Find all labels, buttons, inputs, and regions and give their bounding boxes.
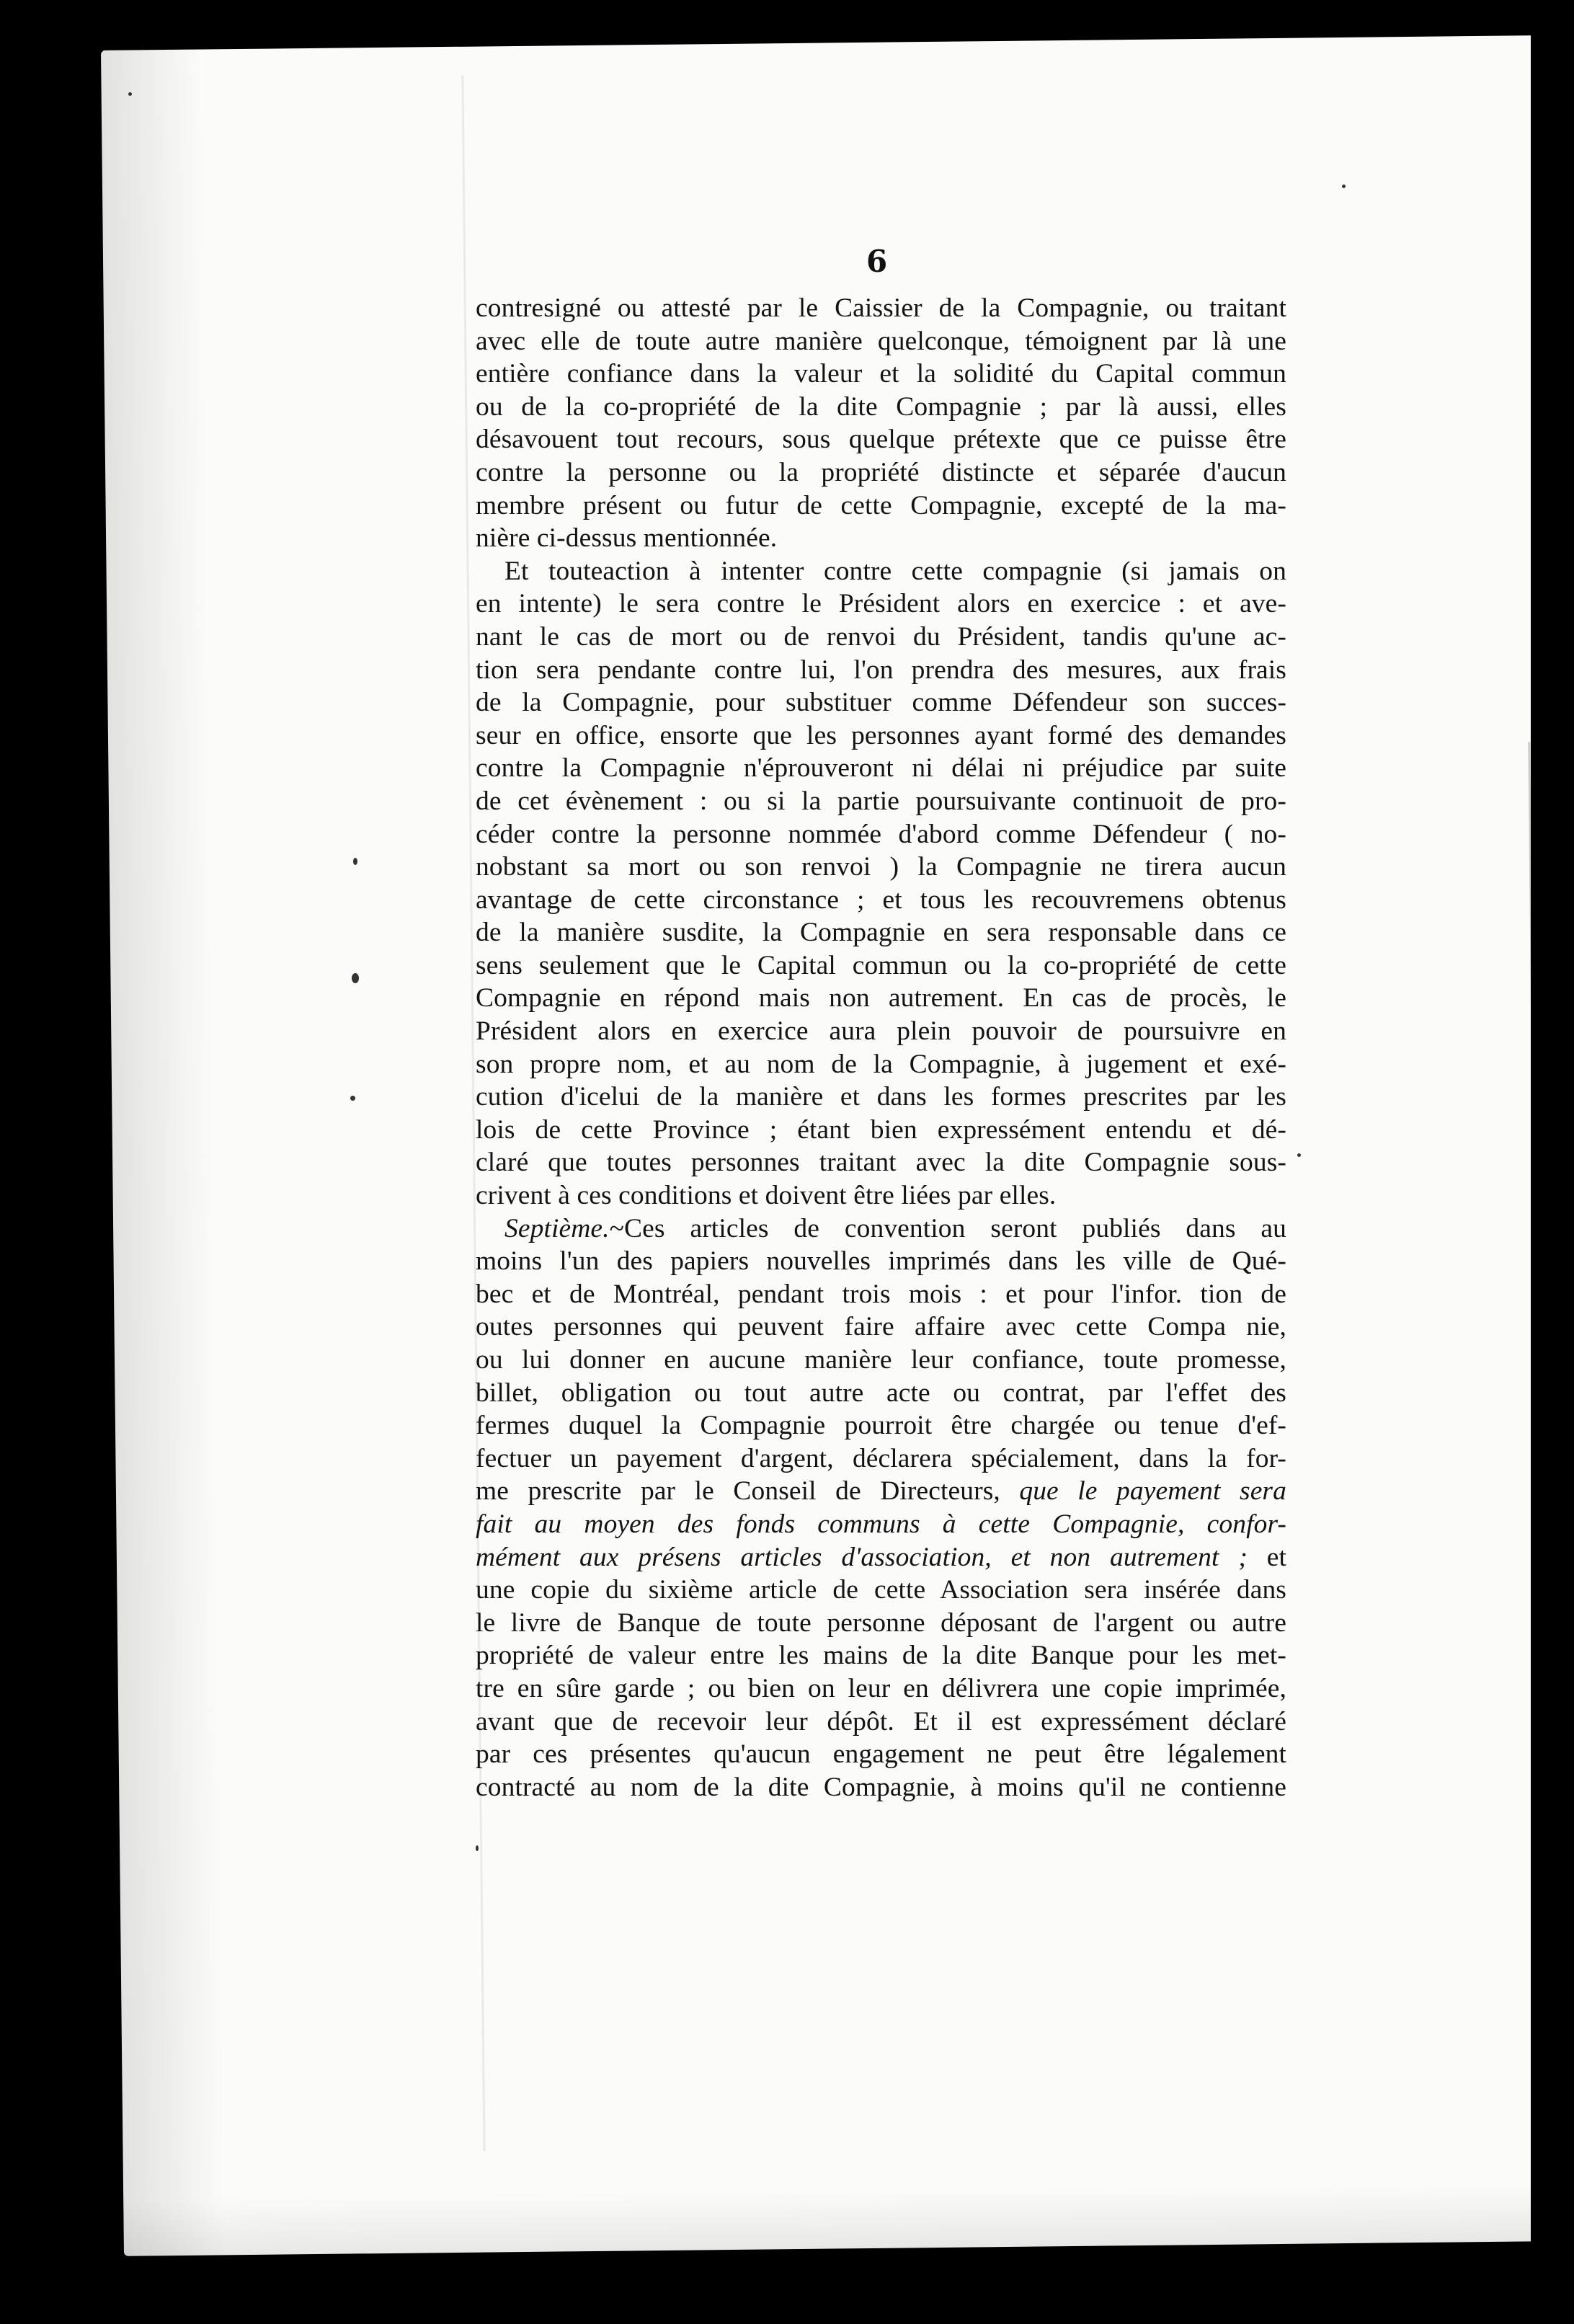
text-line: avant que de recevoir leur dépôt. Et il est expressément déclaré [476,1706,1286,1737]
text-line: fermes duquel la Compagnie pourroit être chargée ou tenue d'ef- [476,1411,1286,1441]
text-line: contracté au nom de la dite Compagnie, à moins qu'il ne contienne [476,1772,1286,1802]
text-line: le livre de Banque de toute personne déposant de l'argent ou autre [476,1607,1286,1638]
text-line: par ces présentes qu'aucun engagement ne peut être légalement [476,1739,1286,1770]
text-line: désavouent tout recours, sous quelque prétexte que ce puisse être [476,425,1286,455]
text-line: en intente) le sera contre le Président alors en exercice : et ave- [476,589,1286,619]
text-line: Et touteaction à intenter contre cette compagnie (si jamais on [504,556,1286,586]
speck [476,1845,479,1851]
paper-shadow [123,2183,1573,2256]
text-line: seur en office, ensorte que les personnes ayant formé des demandes [476,720,1286,750]
text-line: billet, obligation ou tout autre acte ou contrat, par l'effet des [476,1378,1286,1408]
text-line: entière confiance dans la valeur et la solidité du Capital commun [476,359,1286,389]
text-line: céder contre la personne nommée d'abord comme Défendeur ( no- [476,819,1286,849]
text-line: de la manière susdite, la Compagnie en sera responsable dans ce [476,918,1286,948]
text-line: de cet évènement : ou si la partie poursuivante continuoit de pro- [476,786,1286,816]
text-line: son propre nom, et au nom de la Compagnie, à jugement et exé- [476,1049,1286,1079]
text-fragment: et [1266,1542,1286,1572]
text-line: de la Compagnie, pour substituer comme Défendeur son succes- [476,688,1286,718]
text-line: une copie du sixième article de cette Association sera insérée dans [476,1575,1286,1605]
paragraph-3 [476,1212,1286,1804]
text-line [476,1212,1286,1246]
scan-border [1531,0,1574,2324]
text-fragment: me prescrite par le Conseil de Directeurs, [476,1476,1000,1507]
text-line: contresigné ou attesté par le Caissier de la Compagnie, ou traitant [476,293,1286,323]
speck [353,858,357,865]
text-line [476,1475,1286,1508]
text-line: ou de la co-propriété de la dite Compagnie ; par là aussi, elles [476,391,1286,422]
text-line: claré que toutes personnes traitant avec la dite Compagnie sous- [476,1148,1286,1178]
text-line: moins l'un des papiers nouvelles imprimés dans les ville de Qué- [476,1246,1286,1277]
text-line: contre la Compagnie n'éprouveront ni délai ni préjudice par suite [476,753,1286,784]
text-line: Compagnie en répond mais non autrement. En cas de procès, le [476,983,1286,1014]
text-line: tion sera pendante contre lui, l'on prendra des mesures, aux frais [476,655,1286,685]
speck [1342,185,1346,188]
dash-mark: ~ [609,1213,625,1243]
text-line: crivent à ces conditions et doivent être liées par elles. [476,1181,1057,1211]
body-text [476,292,1286,1804]
text-line: outes personnes qui peuvent faire affaire avec cette Compa nie, [476,1312,1286,1342]
italic-clause: que le payement sera [1019,1476,1286,1507]
text-line: fectuer un payement d'argent, déclarera spécialement, dans la for- [476,1443,1286,1473]
text-line: sens seulement que le Capital commun ou la co-propriété de cette [476,950,1286,980]
text-line: nière ci-dessus mentionnée. [476,523,778,554]
speck [1297,1153,1301,1157]
paragraph-1 [476,292,1286,555]
text-line [476,1541,1286,1574]
text-line: nant le cas de mort ou de renvoi du Président, tandis qu'une ac- [476,621,1286,652]
text-line: membre présent ou futur de cette Compagnie, excepté de la ma- [476,490,1286,520]
text-line: propriété de valeur entre les mains de la dite Banque pour les met- [476,1641,1286,1671]
text-line: avec elle de toute autre manière quelconque, témoignent par là une [476,326,1286,356]
speck [128,92,132,96]
text-line: lois de cette Province ; étant bien expressément entendu et dé- [476,1114,1286,1145]
article-heading: Septième. [504,1213,610,1243]
text-line: avantage de cette circonstance ; et tous les recouvremens obtenus [476,884,1286,915]
speck [352,973,359,983]
paragraph-2 [476,555,1286,1212]
text-line: bec et de Montréal, pendant trois mois : et pour l'infor. tion de [476,1279,1286,1309]
italic-clause: mément aux présens articles d'association, et non autrement ; [476,1542,1248,1572]
italic-line: fait au moyen des fonds communs à cette Compagnie, confor- [476,1509,1286,1539]
text-line: ou lui donner en aucune manière leur confiance, toute promesse, [476,1345,1286,1375]
text-line: tre en sûre garde ; ou bien on leur en délivrera une copie imprimée, [476,1673,1286,1703]
text-line: Président alors en exercice aura plein pouvoir de poursuivre en [476,1016,1286,1047]
text-fragment: Ces articles de convention seront publiés dans au [624,1213,1286,1243]
text-line: contre la personne ou la propriété distincte et séparée d'aucun [476,457,1286,487]
text-line: cution d'icelui de la manière et dans les formes prescrites par les [476,1082,1286,1112]
text-line: nobstant sa mort ou son renvoi ) la Compagnie ne tirera aucun [476,852,1286,882]
speck [350,1096,355,1101]
page-number: 6 [866,244,888,279]
